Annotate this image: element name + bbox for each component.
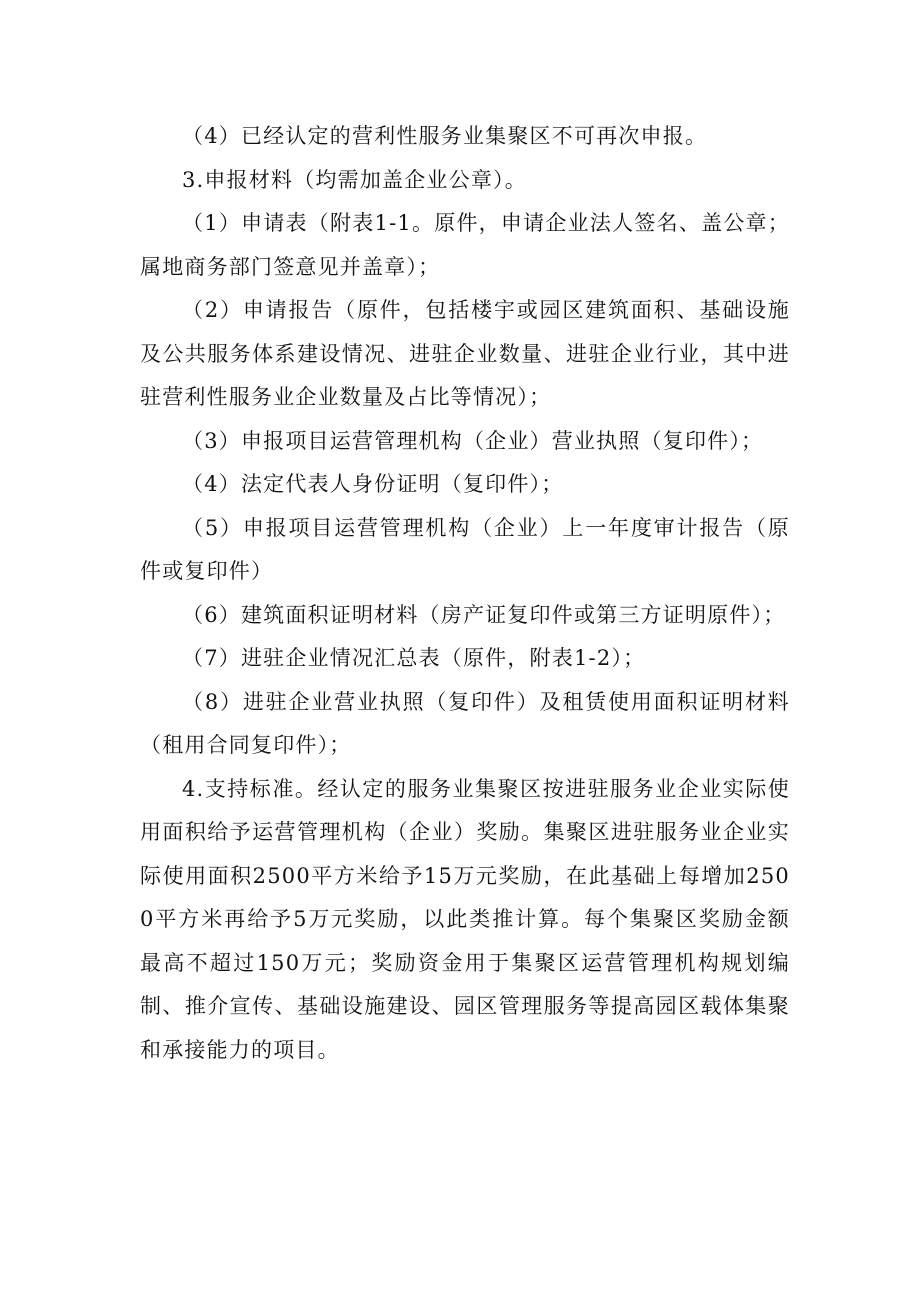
- paragraph-material-3-business-license: （3）申报项目运营管理机构（企业）营业执照（复印件）；: [182, 428, 764, 453]
- paragraph-material-6-building-area-proof: （6）建筑面积证明材料（房产证复印件或第三方证明原件）；: [182, 602, 786, 627]
- section-3-application-materials: 3.申报材料（均需加盖企业公章）。: [182, 167, 527, 192]
- section-4-support-standard: 4.支持标准。经认定的服务业集聚区按进驻服务业企业实际使用面积给予运营管理机构（企业）奖励。集聚区进驻服务业企业实际使用面积2500平方米给予15万元奖励，在此基础上每增加2500平方米再给予5万元奖励，以此类推计算。每个集聚区奖励金额最高不超过150万元；奖励资金用于集聚区运营管理机构规划编制、推介宣传、基础设施建设、园区管理服务等提高园区载体集聚和承接能力的项目。: [140, 776, 790, 1062]
- paragraph-material-7-enterprise-summary: （7）进驻企业情况汇总表（原件，附表1-2）；: [182, 646, 646, 670]
- paragraph-item-4-not-reapply: （4）已经认定的营利性服务业集聚区不可再次申报。: [182, 124, 708, 148]
- paragraph-material-5-audit-report: （5）申报项目运营管理机构（企业）上一年度审计报告（原件或复印件）: [140, 515, 790, 583]
- paragraph-material-2-application-report: （2）申请报告（原件，包括楼宇或园区建筑面积、基础设施及公共服务体系建设情况、进驻企业数量、进驻企业行业，其中进驻营利性服务业企业数量及占比等情况）；: [140, 298, 790, 409]
- paragraph-material-4-legal-rep-id: （4）法定代表人身份证明（复印件）；: [182, 472, 564, 496]
- document-body: [140, 115, 790, 1072]
- paragraph-material-8-enterprise-licenses: （8）进驻企业营业执照（复印件）及租赁使用面积证明材料（租用合同复印件）；: [140, 689, 790, 757]
- paragraph-material-1-application-form: （1）申请表（附表1-1。原件，申请企业法人签名、盖公章；属地商务部门签意见并盖章）；: [140, 211, 790, 279]
